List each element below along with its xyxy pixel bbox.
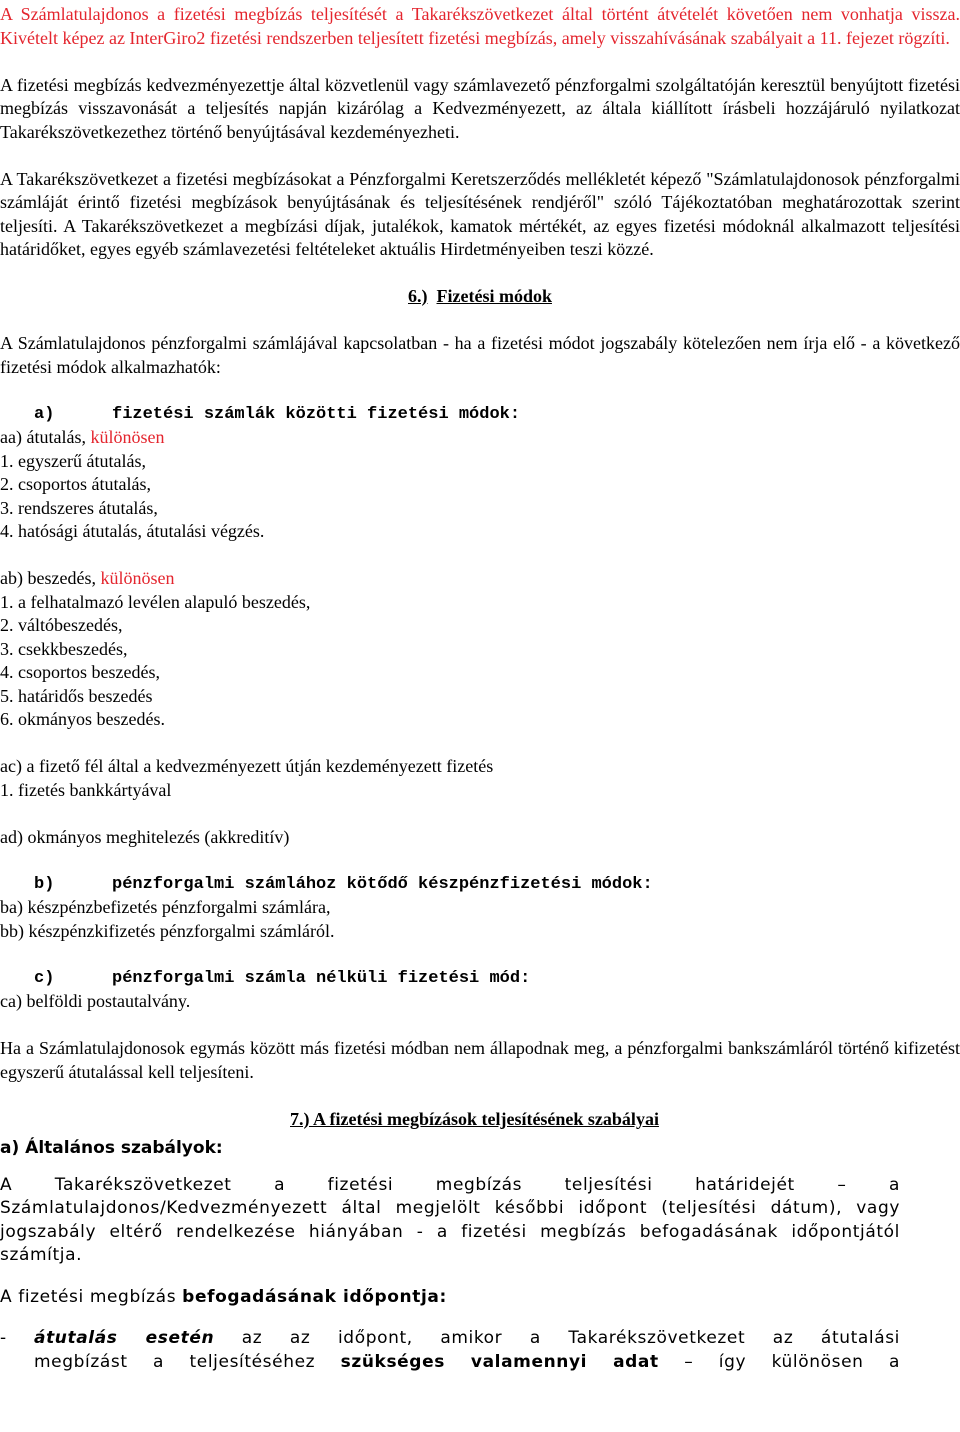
subsection-b-heading	[0, 873, 960, 897]
list-item: 6. okmányos beszedés.	[0, 709, 165, 729]
section-6-number: 6.)	[408, 286, 428, 306]
section-7-heading-block	[0, 1108, 960, 1160]
ab-heading	[0, 567, 960, 591]
section-7-paragraph-1: A Takarékszövetkezet a fizetési megbízás teljesítési határidejét – a Számlatulajdonos/Kedvezményezett által megjelölt későbbi időpont (teljesítési dátum), vagy jogszabály eltérő rendelkezése hiányában - a fizetési megbízás befogadásának időpontjától számítja.	[0, 1174, 900, 1265]
section-6-heading	[0, 285, 960, 309]
intro-paragraph-3: A Takarékszövetkezet a fizetési megbízásokat a Pénzforgalmi Keretszerződés mellékletét képező "Számlatulajdonosok pénzforgalmi számláját érintő fizetési megbízások benyújtásának és teljesítésének rendjéről" szóló Tájékoztatóban meghatározottak szerint teljesíti. A Takarékszövetkezet a megbízási díjak, jutalékok, kamatok mértékét, az egyes fizetési módoknál alkalmazott teljesítési határidőket, egyes egyéb számlavezetési feltételeket aktuális Hirdetményeiben teszi közzé.	[0, 168, 960, 259]
intro-paragraph-red: A Számlatulajdonos a fizetési megbízás teljesítését a Takarékszövetkezet által történt átvételét követően nem vonhatja vissza. Kivételt képez az InterGiro2 fizetési rendszerben teljesített fizetési megbízás, amely visszahívásának szabályait a 11. fejezet rögzíti.	[0, 4, 960, 48]
subsection-a-title: fizetési számlák közötti fizetési módok:	[112, 404, 521, 424]
bullet-line-1	[0, 1327, 900, 1351]
list-item: 4. hatósági átutalás, átutalási végzés.	[0, 521, 265, 541]
section-6-intro: A Számlatulajdonos pénzforgalmi számlájával kapcsolatban - ha a fizetési módot jogszabály kötelezően nem írja elő - a következő fizetési módok alkalmazhatók:	[0, 333, 960, 377]
list-item: 3. csekkbeszedés,	[0, 638, 128, 659]
bullet-bold: szükséges valamennyi adat	[340, 1351, 659, 1372]
section-6-title: Fizetési módok	[436, 286, 552, 306]
list-item: 1. egyszerű átutalás,	[0, 450, 146, 471]
bullet-line-2	[0, 1351, 900, 1375]
list-item: ba) készpénzbefizetés pénzforgalmi számlára,	[0, 897, 331, 917]
section-7-title: 7.) A fizetési megbízások teljesítésének szabályai	[290, 1108, 659, 1129]
p2-bold-text: befogadásának időpontja:	[182, 1286, 447, 1307]
subsection-a-heading	[0, 403, 960, 427]
aa-head-text: aa) átutalás,	[0, 427, 91, 447]
list-item: ca) belföldi postautalvány.	[0, 991, 191, 1011]
ac-heading: ac) a fizető fél által a kedvezményezett útján kezdeményezett fizetés	[0, 756, 494, 776]
list-item: 1. fizetés bankkártyával	[0, 779, 172, 800]
p2-normal-text: A fizetési megbízás	[0, 1286, 183, 1307]
list-item: bb) készpénzkifizetés pénzforgalmi számláról.	[0, 920, 335, 941]
subsection-b-title: pénzforgalmi számlához kötődő készpénzfizetési módok:	[112, 874, 653, 894]
section-6-closing: Ha a Számlatulajdonosok egymás között más fizetési módban nem állapodnak meg, a pénzforgalmi bankszámláról történő kifizetést egyszerű átutalással kell teljesíteni.	[0, 1038, 960, 1082]
list-item: 2. csoportos átutalás,	[0, 474, 151, 494]
section-7-paragraph-2	[0, 1286, 960, 1310]
bullet-text-2: megbízást a teljesítéséhez	[34, 1351, 341, 1372]
aa-red-text: különösen	[90, 427, 165, 447]
list-item: 2. váltóbeszedés,	[0, 615, 123, 635]
subsection-c-heading	[0, 967, 960, 991]
intro-paragraph-2: A fizetési megbízás kedvezményezettje által közvetlenül vagy számlavezető pénzforgalmi szolgáltatóján keresztül benyújtott fizetési megbízás visszavonását a teljesítés napján kizárólag a Kedvezményezett, az általa kiállított írásbeli hozzájáruló nyilatkozat Takarékszövetkezethez történő benyújtásával kezdeményezheti.	[0, 74, 960, 142]
document-page	[0, 3, 960, 1374]
ab-head-text: ab) beszedés,	[0, 568, 101, 588]
list-item: 3. rendszeres átutalás,	[0, 497, 158, 518]
aa-heading	[0, 426, 960, 450]
subsection-c-title: pénzforgalmi számla nélküli fizetési mód:	[112, 968, 531, 988]
subsection-b-label: b)	[34, 874, 55, 894]
list-item: 1. a felhatalmazó levélen alapuló beszedés,	[0, 591, 311, 612]
bullet-text-1: az az időpont, amikor a Takarékszövetkezet az átutalási	[214, 1328, 900, 1348]
bullet-dash: -	[0, 1328, 7, 1348]
list-item: 4. csoportos beszedés,	[0, 662, 160, 682]
ab-red-text: különösen	[100, 568, 175, 588]
bullet-text-3: – így különösen a	[658, 1351, 900, 1372]
subsection-general-rules: a) Általános szabályok:	[0, 1137, 223, 1158]
subsection-a-label: a)	[34, 404, 55, 424]
subsection-c-label: c)	[34, 968, 55, 988]
bullet-bold-italic: átutalás esetén	[34, 1328, 215, 1348]
list-item: 5. határidős beszedés	[0, 685, 153, 706]
ad-heading: ad) okmányos meghitelezés (akkreditív)	[0, 826, 290, 847]
